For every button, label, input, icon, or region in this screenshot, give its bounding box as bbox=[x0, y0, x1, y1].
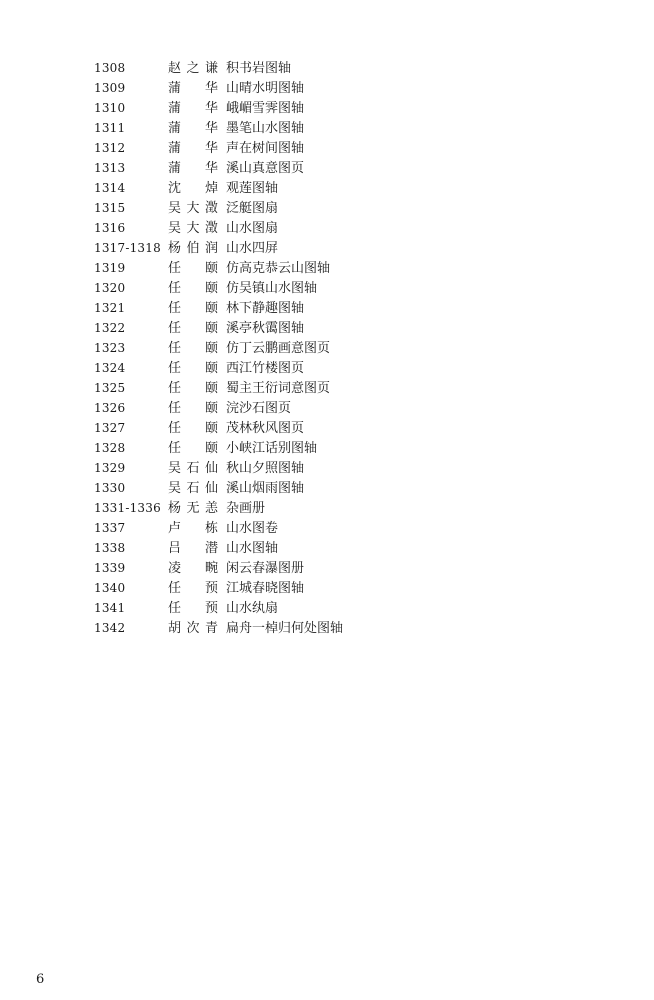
plate-index-list bbox=[94, 58, 614, 638]
plate-number: 1329 bbox=[94, 461, 126, 475]
plate-number: 1327 bbox=[94, 421, 126, 435]
artwork-title: 积书岩图轴 bbox=[226, 61, 292, 76]
artwork-title: 溪亭秋霭图轴 bbox=[226, 321, 305, 336]
list-item bbox=[94, 198, 614, 218]
list-item bbox=[94, 318, 614, 338]
artwork-title: 闲云春瀑图册 bbox=[226, 561, 305, 576]
artist-name: 卢 栋 bbox=[168, 521, 218, 536]
artist-name: 杨伯润 bbox=[168, 241, 218, 256]
list-item bbox=[94, 518, 614, 538]
artwork-title: 仿丁云鹏画意图页 bbox=[226, 341, 331, 356]
list-item bbox=[94, 398, 614, 418]
artwork-title: 山水纨扇 bbox=[226, 601, 279, 616]
artist-name: 蒲 华 bbox=[168, 121, 218, 136]
artist-name: 沈 焯 bbox=[168, 181, 218, 196]
list-item bbox=[94, 58, 614, 78]
list-item bbox=[94, 598, 614, 618]
plate-number: 1326 bbox=[94, 401, 126, 415]
artwork-title: 观莲图轴 bbox=[226, 181, 279, 196]
list-item bbox=[94, 378, 614, 398]
plate-number: 1340 bbox=[94, 581, 126, 595]
artist-name: 蒲 华 bbox=[168, 161, 218, 176]
artwork-title: 西江竹楼图页 bbox=[226, 361, 305, 376]
plate-number: 1311 bbox=[94, 121, 126, 135]
artist-name: 任 颐 bbox=[168, 261, 218, 276]
plate-number: 1341 bbox=[94, 601, 126, 615]
list-item bbox=[94, 358, 614, 378]
list-item bbox=[94, 618, 614, 638]
plate-number: 1330 bbox=[94, 481, 126, 495]
artist-name: 吴石仙 bbox=[168, 481, 218, 496]
artwork-title: 浣沙石图页 bbox=[226, 401, 292, 416]
list-item bbox=[94, 558, 614, 578]
plate-number: 1312 bbox=[94, 141, 126, 155]
plate-number: 1310 bbox=[94, 101, 126, 115]
list-item bbox=[94, 178, 614, 198]
plate-number: 1309 bbox=[94, 81, 126, 95]
artwork-title: 杂画册 bbox=[226, 501, 266, 516]
list-item bbox=[94, 118, 614, 138]
list-item bbox=[94, 538, 614, 558]
plate-number: 1331-1336 bbox=[94, 501, 161, 515]
list-item bbox=[94, 338, 614, 358]
artist-name: 吴石仙 bbox=[168, 461, 218, 476]
list-item bbox=[94, 78, 614, 98]
artist-name: 任 颐 bbox=[168, 421, 218, 436]
artwork-title: 仿高克恭云山图轴 bbox=[226, 261, 331, 276]
list-item bbox=[94, 138, 614, 158]
plate-number: 1337 bbox=[94, 521, 126, 535]
plate-number: 1317-1318 bbox=[94, 241, 161, 255]
list-item bbox=[94, 418, 614, 438]
plate-number: 1315 bbox=[94, 201, 126, 215]
artwork-title: 泛艇图扇 bbox=[226, 201, 279, 216]
plate-number: 1328 bbox=[94, 441, 126, 455]
artwork-title: 山水图卷 bbox=[226, 521, 279, 536]
artwork-title: 山水图扇 bbox=[226, 221, 279, 236]
artist-name: 吕 潜 bbox=[168, 541, 218, 556]
plate-number: 1323 bbox=[94, 341, 126, 355]
artist-name: 蒲 华 bbox=[168, 101, 218, 116]
artist-name: 任 颐 bbox=[168, 321, 218, 336]
list-item bbox=[94, 498, 614, 518]
plate-number: 1324 bbox=[94, 361, 126, 375]
list-item bbox=[94, 238, 614, 258]
list-item bbox=[94, 578, 614, 598]
artwork-title: 蜀主王衍词意图页 bbox=[226, 381, 331, 396]
artist-name: 吴大澂 bbox=[168, 221, 218, 236]
plate-number: 1342 bbox=[94, 621, 126, 635]
artist-name: 蒲 华 bbox=[168, 81, 218, 96]
artwork-title: 茂林秋风图页 bbox=[226, 421, 305, 436]
artist-name: 胡次青 bbox=[168, 621, 218, 636]
artwork-title: 小峡江话别图轴 bbox=[226, 441, 318, 456]
plate-number: 1313 bbox=[94, 161, 126, 175]
artist-name: 任 颐 bbox=[168, 441, 218, 456]
artwork-title: 仿吴镇山水图轴 bbox=[226, 281, 318, 296]
artist-name: 吴大澂 bbox=[168, 201, 218, 216]
artwork-title: 声在树间图轴 bbox=[226, 141, 305, 156]
list-item bbox=[94, 258, 614, 278]
plate-number: 1322 bbox=[94, 321, 126, 335]
list-item bbox=[94, 438, 614, 458]
plate-number: 1339 bbox=[94, 561, 126, 575]
artist-name: 任 预 bbox=[168, 581, 218, 596]
artwork-title: 山晴水明图轴 bbox=[226, 81, 305, 96]
artist-name: 任 颐 bbox=[168, 281, 218, 296]
artwork-title: 江城春晓图轴 bbox=[226, 581, 305, 596]
list-item bbox=[94, 158, 614, 178]
list-item bbox=[94, 458, 614, 478]
artwork-title: 溪山真意图页 bbox=[226, 161, 305, 176]
artist-name: 赵之谦 bbox=[168, 61, 218, 76]
artwork-title: 墨笔山水图轴 bbox=[226, 121, 305, 136]
artist-name: 任 预 bbox=[168, 601, 218, 616]
artwork-title: 峨嵋雪霁图轴 bbox=[226, 101, 305, 116]
plate-number: 1316 bbox=[94, 221, 126, 235]
list-item bbox=[94, 98, 614, 118]
artist-name: 任 颐 bbox=[168, 401, 218, 416]
artwork-title: 山水四屏 bbox=[226, 241, 279, 256]
artist-name: 任 颐 bbox=[168, 341, 218, 356]
list-item bbox=[94, 298, 614, 318]
artwork-title: 溪山烟雨图轴 bbox=[226, 481, 305, 496]
artist-name: 任 颐 bbox=[168, 381, 218, 396]
list-item bbox=[94, 278, 614, 298]
page-number: 6 bbox=[36, 972, 45, 987]
artwork-title: 林下静趣图轴 bbox=[226, 301, 305, 316]
plate-number: 1319 bbox=[94, 261, 126, 275]
artwork-title: 扁舟一棹归何处图轴 bbox=[226, 621, 344, 636]
list-item bbox=[94, 218, 614, 238]
list-item bbox=[94, 478, 614, 498]
artist-name: 蒲 华 bbox=[168, 141, 218, 156]
plate-number: 1308 bbox=[94, 61, 126, 75]
plate-number: 1325 bbox=[94, 381, 126, 395]
plate-number: 1338 bbox=[94, 541, 126, 555]
artist-name: 任 颐 bbox=[168, 301, 218, 316]
artist-name: 杨无恙 bbox=[168, 501, 218, 516]
artwork-title: 秋山夕照图轴 bbox=[226, 461, 305, 476]
plate-number: 1320 bbox=[94, 281, 126, 295]
artwork-title: 山水图轴 bbox=[226, 541, 279, 556]
artist-name: 任 颐 bbox=[168, 361, 218, 376]
plate-number: 1321 bbox=[94, 301, 126, 315]
artist-name: 凌 畹 bbox=[168, 561, 218, 576]
plate-number: 1314 bbox=[94, 181, 126, 195]
